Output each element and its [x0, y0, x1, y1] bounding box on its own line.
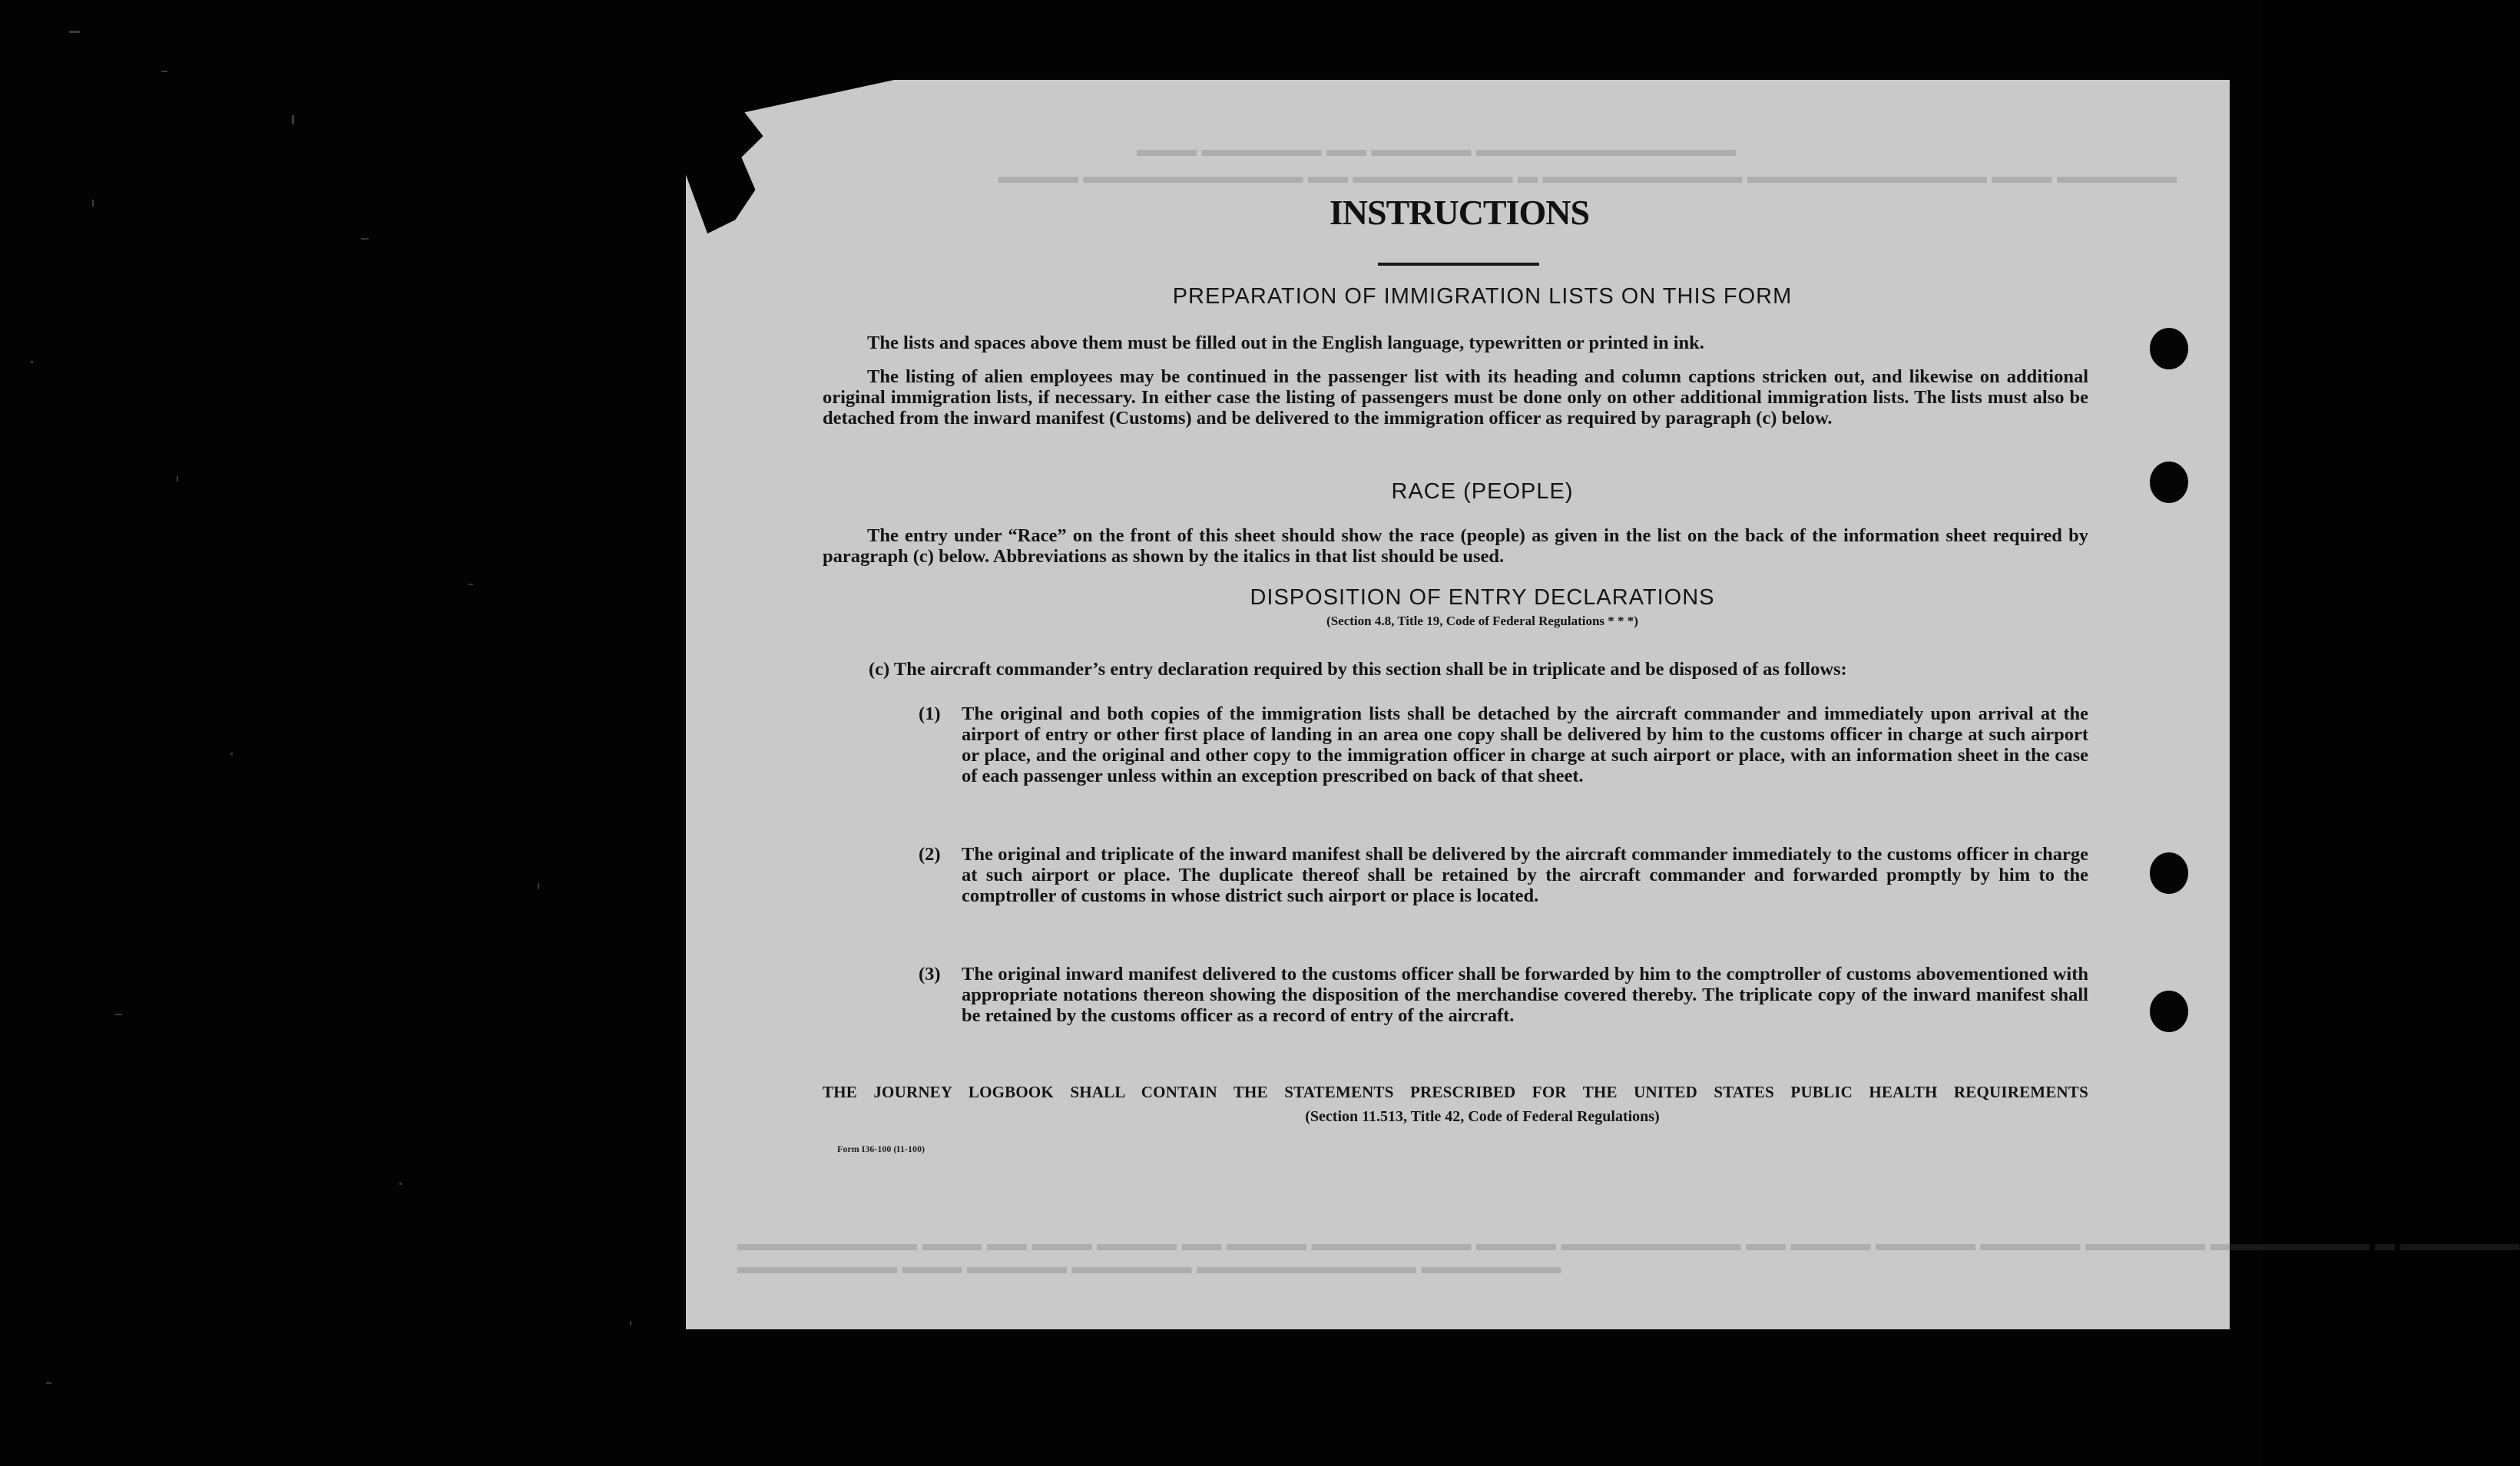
punch-hole	[2150, 991, 2188, 1032]
item-number: (3)	[919, 964, 941, 985]
disposition-item-1	[919, 703, 2088, 786]
disposition-intro: (c) The aircraft commander’s entry declaration required by this section shall be in triplicate and be disposed of as follows:	[869, 659, 1847, 680]
bleed-through-text: ▬▬▬▬▬▬▬▬ ▬▬▬ ▬▬▬▬▬ ▬▬▬▬▬▬ ▬▬▬▬▬▬▬▬▬▬▬ ▬▬▬▬▬▬▬	[737, 1256, 1561, 1278]
item-text: The original inward manifest delivered to the customs officer shall be forwarded by him to the comptroller of customs abovementioned with appropriate notations thereon showing the disposition of the merchandise covered thereby. The triplicate copy of the inward manifest shall be retained by the customs officer as a record of entry of the aircraft.	[962, 964, 2088, 1026]
race-paragraph: The entry under “Race” on the front of this sheet should show the race (people) as given in the list on the back of the information sheet required by paragraph (c) below. Abbreviations as shown by the italics in that list should be used.	[823, 525, 2088, 567]
punch-hole	[2150, 462, 2188, 503]
form-number: Form I36-100 (I1-100)	[837, 1143, 925, 1154]
disposition-citation: (Section 4.8, Title 19, Code of Federal Regulations * * *)	[1326, 614, 1638, 628]
punch-hole	[2150, 852, 2188, 894]
bleed-through-text: ▬▬▬ ▬▬▬▬▬▬ ▬▬ ▬▬▬▬▬ ▬▬▬▬▬▬▬▬▬▬▬▬▬	[1137, 138, 1736, 160]
punch-hole	[2150, 328, 2188, 369]
disposition-heading: DISPOSITION OF ENTRY DECLARATIONS	[1250, 585, 1715, 610]
disposition-item-2	[919, 844, 2088, 906]
race-heading: RACE (PEOPLE)	[1391, 479, 1574, 504]
preparation-paragraph-2: The listing of alien employees may be continued in the passenger list with its heading and column captions stricken out, and likewise on additional original immigration lists, if necessary. In either case the listing of passengers must be done only on other additional immigration lists. The lists must also be detached from the inward manifest (Customs) and be delivered to the immigration officer as required by paragraph (c) below.	[823, 366, 2088, 429]
preparation-heading: PREPARATION OF IMMIGRATION LISTS ON THIS FORM	[1172, 284, 1793, 309]
title-underline	[1378, 263, 1539, 266]
bleed-through-text: ▬▬▬▬▬▬▬▬▬ ▬▬▬ ▬▬ ▬▬▬ ▬▬▬▬ ▬▬ ▬▬▬▬ ▬▬▬▬▬▬▬▬ ▬▬▬▬ ▬▬▬▬▬▬▬▬▬ ▬▬ ▬▬▬▬ ▬▬▬▬▬ ▬▬▬▬▬ ▬▬▬▬▬▬ ▬▬▬▬▬▬▬▬ ▬ ▬▬▬▬▬▬	[737, 1233, 2520, 1255]
bleed-through-text: ▬▬▬▬ ▬▬▬▬▬▬▬▬▬▬▬ ▬▬ ▬▬▬▬▬▬▬▬ ▬ ▬▬▬▬▬▬▬▬▬▬ ▬▬▬▬▬▬▬▬▬▬▬▬ ▬▬▬ ▬▬▬▬▬▬	[998, 165, 2177, 187]
preparation-paragraph-1: The lists and spaces above them must be filled out in the English language, typewritten or printed in ink.	[867, 333, 1704, 353]
item-text: The original and both copies of the immigration lists shall be detached by the aircraft commander and immediately upon arrival at the airport of entry or other first place of landing in an area one copy shall be delivered by him to the customs officer in charge at such airport or place, and the original and other copy to the immigration officer in charge at such airport or place, with an information sheet in the case of each passenger unless within an exception prescribed on back of that sheet.	[962, 703, 2088, 786]
health-requirements-statement: THE JOURNEY LOGBOOK SHALL CONTAIN THE STATEMENTS PRESCRIBED FOR THE UNITED STATES PUBLIC HEALTH REQUIREMENTS	[823, 1083, 2088, 1101]
health-requirements-citation: (Section 11.513, Title 42, Code of Federal Regulations)	[1305, 1108, 1660, 1125]
disposition-item-3	[919, 964, 2088, 1026]
item-number: (1)	[919, 703, 941, 724]
page-title: INSTRUCTIONS	[1329, 193, 1590, 232]
item-text: The original and triplicate of the inward manifest shall be delivered by the aircraft commander immediately to the customs officer in charge at such airport or place. The duplicate thereof shall be retained by the aircraft commander and forwarded promptly by him to the comptroller of customs in whose district such airport or place is located.	[962, 844, 2088, 906]
item-number: (2)	[919, 844, 941, 865]
